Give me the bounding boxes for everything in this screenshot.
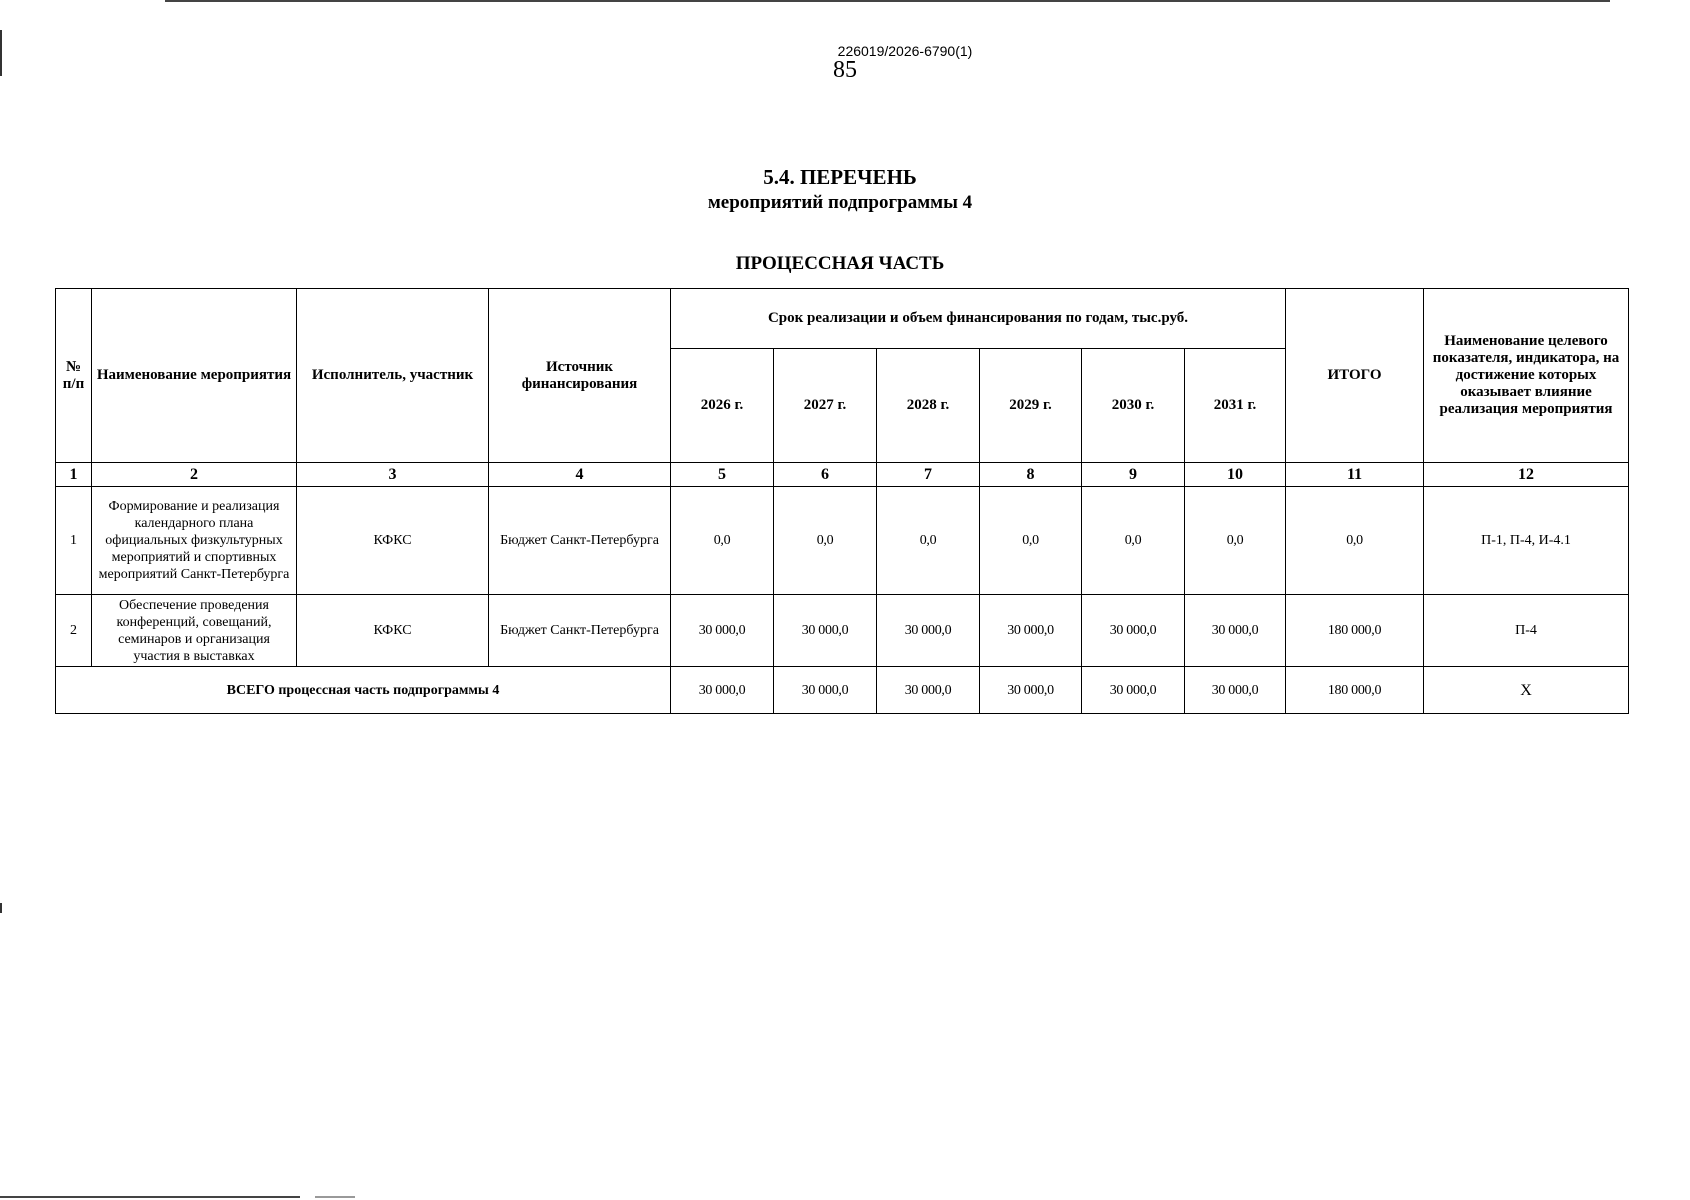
header-num: № п/п bbox=[56, 289, 92, 463]
total-target: Х bbox=[1424, 667, 1629, 714]
total-year-value: 30 000,0 bbox=[1185, 667, 1286, 714]
header-period: Срок реализации и объем финансирования по годам, тыс.руб. bbox=[671, 289, 1286, 349]
activities-table bbox=[55, 288, 1629, 714]
total-label: ВСЕГО процессная часть подпрограммы 4 bbox=[56, 667, 671, 714]
header-year: 2029 г. bbox=[980, 349, 1082, 463]
page-number: 85 bbox=[833, 57, 857, 83]
row-year-value: 30 000,0 bbox=[877, 595, 980, 667]
header-row bbox=[56, 289, 1629, 349]
row-source: Бюджет Санкт-Петербурга bbox=[489, 595, 671, 667]
header-executor: Исполнитель, участник bbox=[297, 289, 489, 463]
scan-bottom-border bbox=[0, 1196, 300, 1198]
row-activity-name: Обеспечение проведения конференций, совещаний, семинаров и организация участия в выставках bbox=[92, 595, 297, 667]
row-year-value: 30 000,0 bbox=[980, 595, 1082, 667]
scan-bottom-mark bbox=[315, 1196, 355, 1198]
row-year-value: 30 000,0 bbox=[1185, 595, 1286, 667]
row-activity-name: Формирование и реализация календарного плана официальных физкультурных мероприятий и спортивных мероприятий Санкт-Петербурга bbox=[92, 487, 297, 595]
scan-edge-mark bbox=[0, 903, 2, 913]
row-year-value: 0,0 bbox=[671, 487, 774, 595]
column-number: 4 bbox=[489, 463, 671, 487]
row-target: П-1, П-4, И-4.1 bbox=[1424, 487, 1629, 595]
column-number: 1 bbox=[56, 463, 92, 487]
header-year: 2028 г. bbox=[877, 349, 980, 463]
header-year: 2031 г. bbox=[1185, 349, 1286, 463]
row-num: 2 bbox=[56, 595, 92, 667]
scan-edge-mark bbox=[0, 30, 2, 76]
column-number: 12 bbox=[1424, 463, 1629, 487]
row-year-value: 30 000,0 bbox=[774, 595, 877, 667]
column-number: 9 bbox=[1082, 463, 1185, 487]
row-year-value: 0,0 bbox=[877, 487, 980, 595]
column-number: 6 bbox=[774, 463, 877, 487]
column-number: 2 bbox=[92, 463, 297, 487]
column-number: 7 bbox=[877, 463, 980, 487]
column-numbers-row bbox=[56, 463, 1629, 487]
row-target: П-4 bbox=[1424, 595, 1629, 667]
column-number: 8 bbox=[980, 463, 1082, 487]
row-total: 0,0 bbox=[1286, 487, 1424, 595]
row-year-value: 30 000,0 bbox=[1082, 595, 1185, 667]
row-year-value: 0,0 bbox=[1185, 487, 1286, 595]
column-number: 10 bbox=[1185, 463, 1286, 487]
header-name: Наименование мероприятия bbox=[92, 289, 297, 463]
row-num: 1 bbox=[56, 487, 92, 595]
total-year-value: 30 000,0 bbox=[671, 667, 774, 714]
section-title: 5.4. ПЕРЕЧЕНЬ bbox=[763, 165, 917, 189]
scan-top-border bbox=[165, 0, 1610, 2]
header-year: 2030 г. bbox=[1082, 349, 1185, 463]
column-number: 5 bbox=[671, 463, 774, 487]
table-row bbox=[56, 487, 1629, 595]
row-year-value: 30 000,0 bbox=[671, 595, 774, 667]
header-source: Источник финансирования bbox=[489, 289, 671, 463]
section-subtitle: мероприятий подпрограммы 4 bbox=[707, 192, 973, 213]
total-grand-value: 180 000,0 bbox=[1286, 667, 1424, 714]
total-year-value: 30 000,0 bbox=[877, 667, 980, 714]
header-target: Наименование целевого показателя, индикатора, на достижение которых оказывает влияние реализация мероприятия bbox=[1424, 289, 1629, 463]
total-year-value: 30 000,0 bbox=[774, 667, 877, 714]
row-source: Бюджет Санкт-Петербурга bbox=[489, 487, 671, 595]
part-title: ПРОЦЕССНАЯ ЧАСТЬ bbox=[735, 253, 945, 274]
column-number: 11 bbox=[1286, 463, 1424, 487]
row-year-value: 0,0 bbox=[980, 487, 1082, 595]
row-executor: КФКС bbox=[297, 487, 489, 595]
column-number: 3 bbox=[297, 463, 489, 487]
header-year: 2027 г. bbox=[774, 349, 877, 463]
row-year-value: 0,0 bbox=[1082, 487, 1185, 595]
row-total: 180 000,0 bbox=[1286, 595, 1424, 667]
total-year-value: 30 000,0 bbox=[980, 667, 1082, 714]
row-year-value: 0,0 bbox=[774, 487, 877, 595]
header-total: ИТОГО bbox=[1286, 289, 1424, 463]
total-row bbox=[56, 667, 1629, 714]
table-row bbox=[56, 595, 1629, 667]
row-executor: КФКС bbox=[297, 595, 489, 667]
header-year: 2026 г. bbox=[671, 349, 774, 463]
total-year-value: 30 000,0 bbox=[1082, 667, 1185, 714]
document-number: 226019/2026-6790(1) bbox=[837, 43, 973, 59]
